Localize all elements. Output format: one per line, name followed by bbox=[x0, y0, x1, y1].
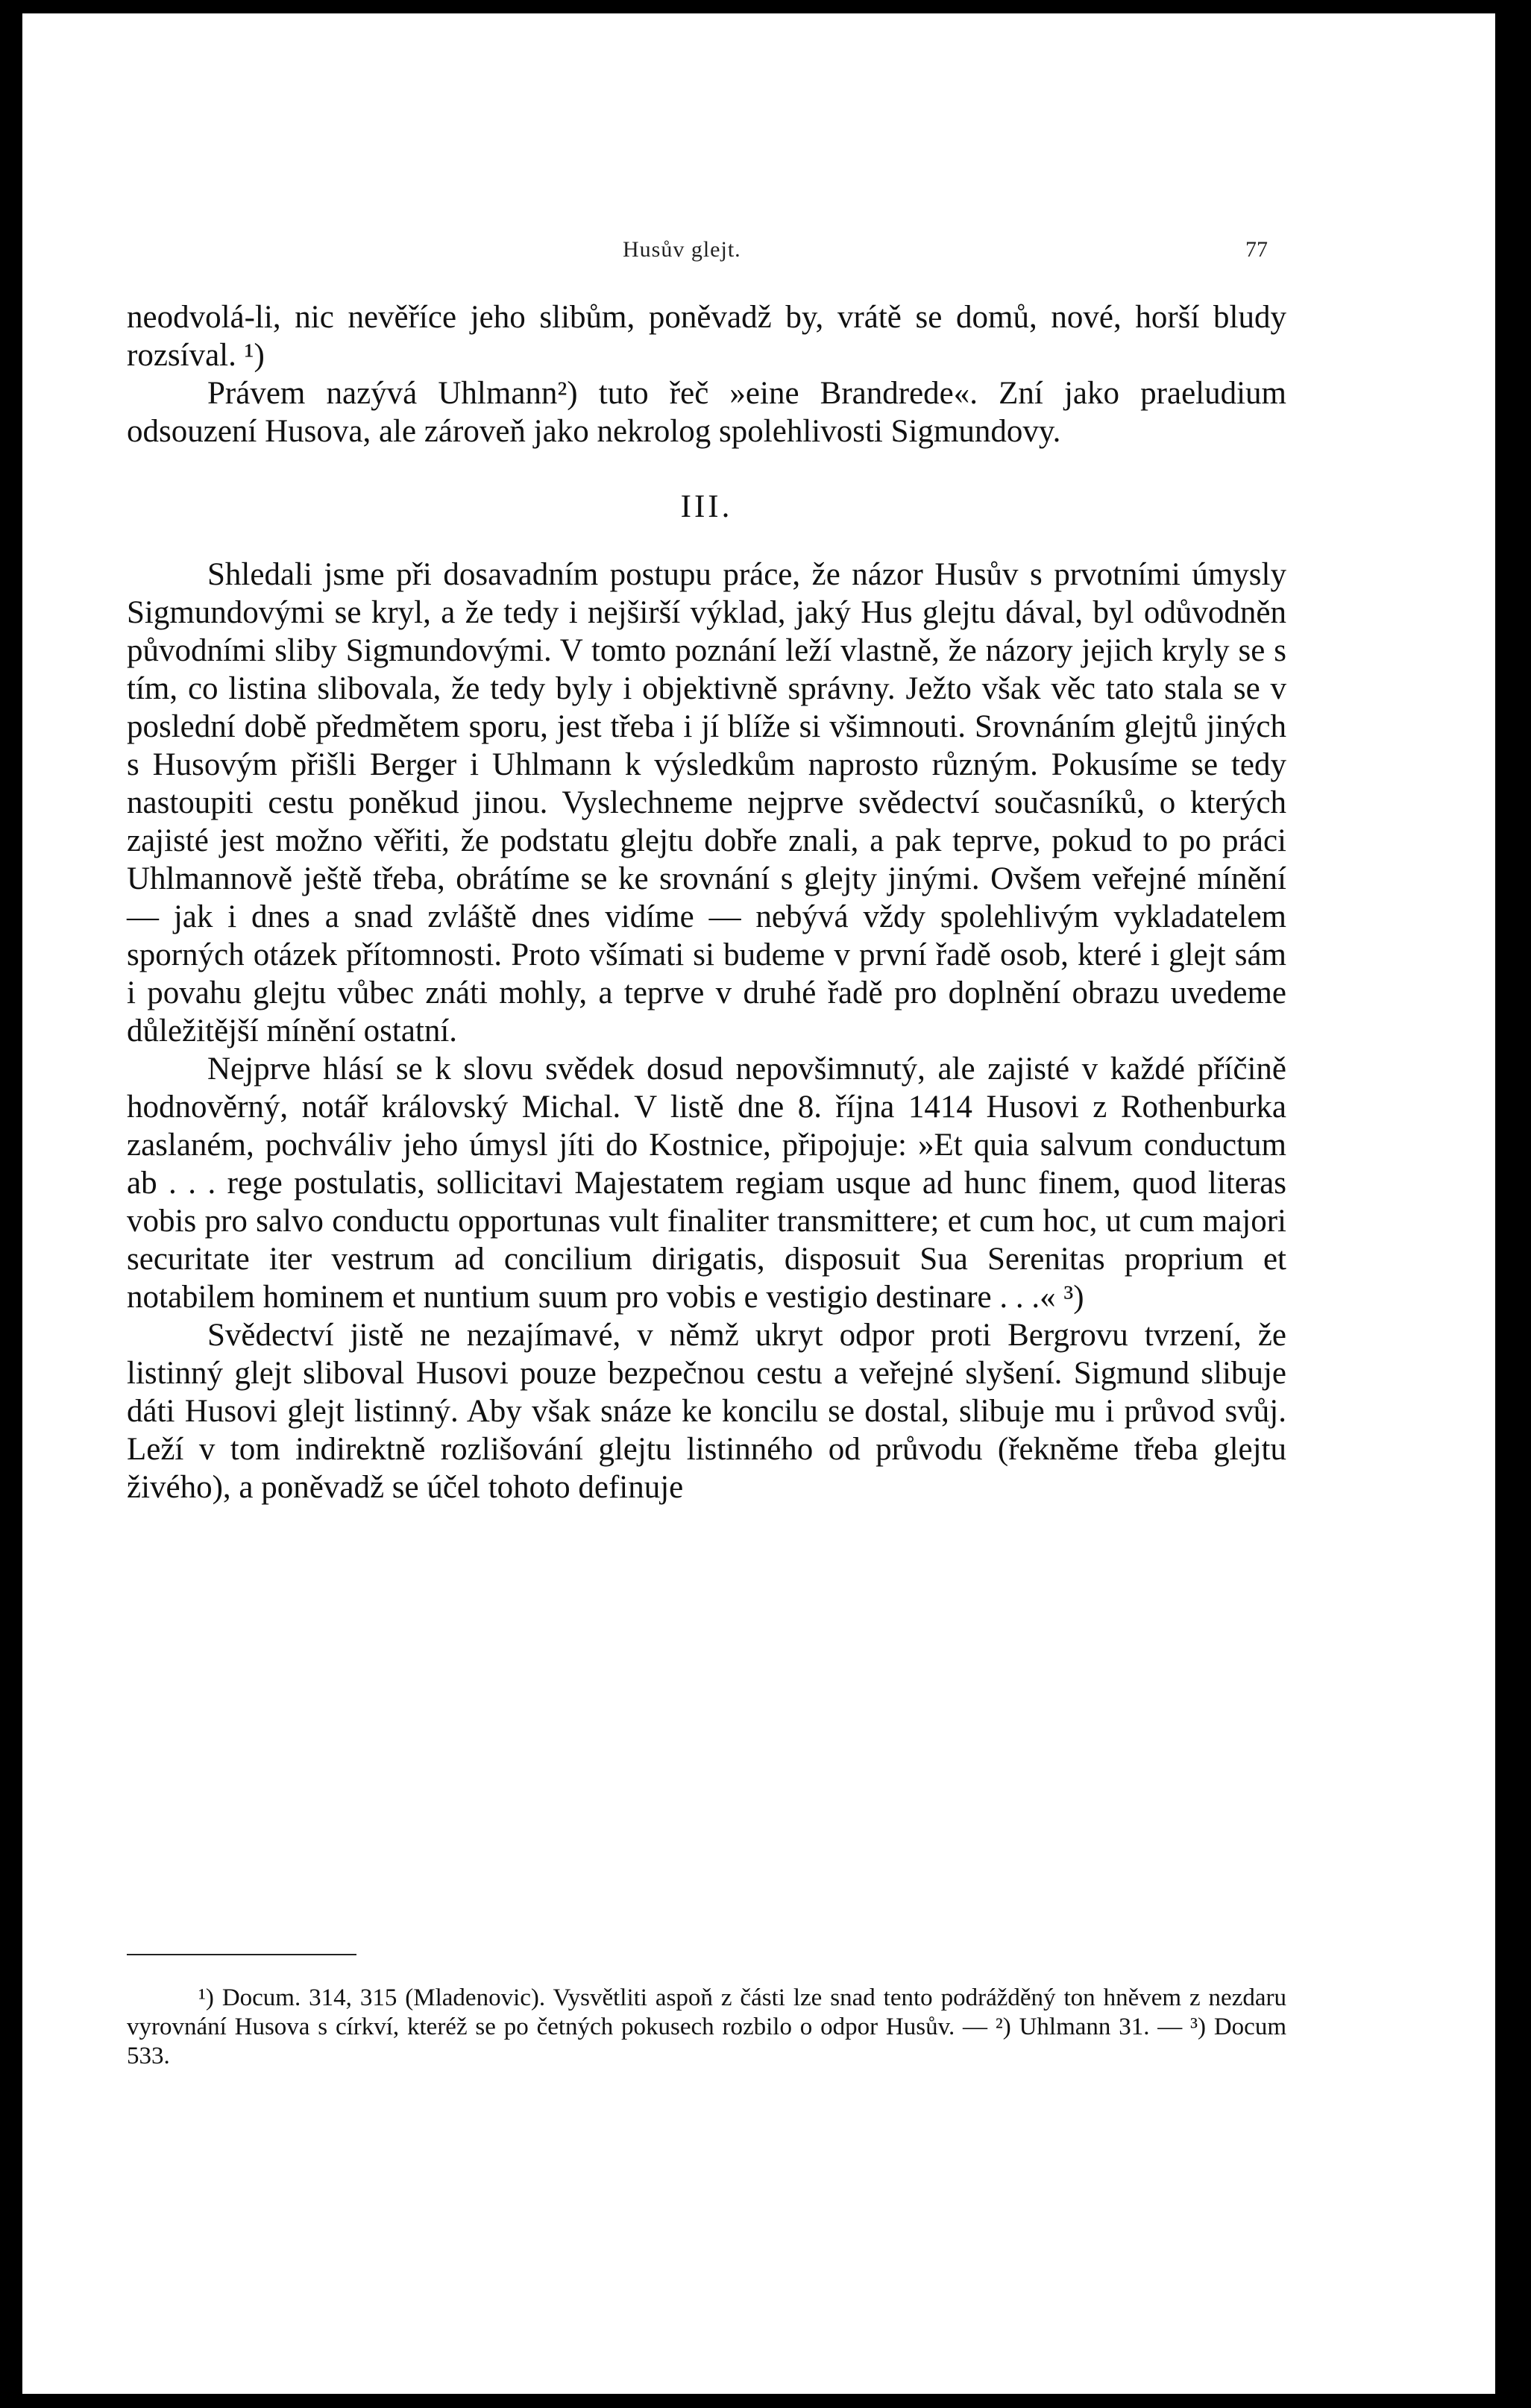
paragraph-4: Nejprve hlásí se k slovu svědek dosud nepovšimnutý, ale zajisté v každé příčině hodnověrný, notář královský Michal. V listě dne 8. října 1414 Husovi z Rothenburka zaslaném, pochváliv jeho úmysl jíti do Kostnice, připojuje: »Et quia salvum conductum ab . . . rege postulatis, sollicitavi Majestatem regiam usque ad hunc finem, quod literas vobis pro salvo conductu opportunas vult finaliter transmittere; et cum hoc, ut cum majori securitate iter vestrum ad concilium dirigatis, disposuit Sua Serenitas proprium et notabilem hominem et nuntium suum pro vobis e vestigio destinare . . .« ³) bbox=[127, 1051, 1286, 1315]
page-number: 77 bbox=[1245, 237, 1268, 262]
paragraph-2: Právem nazývá Uhlmann²) tuto řeč »eine Brandrede«. Zní jako praeludium odsouzení Husova, ale zároveň jako nekrolog spolehlivosti Sigmundovy. bbox=[127, 376, 1286, 449]
paragraph-1: neodvolá-li, nic nevěříce jeho slibům, poněvadž by, vrátě se domů, nové, horší bludy rozsíval. ¹) bbox=[127, 300, 1286, 373]
footnotes bbox=[127, 1984, 1286, 2071]
main-text bbox=[127, 298, 1286, 1506]
footnote-text: ¹) Docum. 314, 315 (Mladenovic). Vysvětliti aspoň z části lze snad tento podrážděný ton hněvem z nezdaru vyrovnání Husova s církví, kteréž se po četných pokusech rozbilo o odpor Husův. — ²) Uhlmann 31. — ³) Docum 533. bbox=[127, 1984, 1286, 2069]
paragraph-3: Shledali jsme při dosavadním postupu práce, že názor Husův s prvotními úmysly Sigmundovými se kryl, a že tedy i nejširší výklad, jaký Hus glejtu dával, byl odůvodněn původními sliby Sigmundovými. V tomto poznání leží vlastně, že názory jejich kryly se s tím, co listina slibovala, že tedy byly i objektivně správny. Ježto však věc tato stala se v poslední době předmětem sporu, jest třeba i jí blíže si všimnouti. Srovnáním glejtů jiných s Husovým přišli Berger i Uhlmann k výsledkům naprosto různým. Pokusíme se tedy nastoupiti cestu poněkud jinou. Vyslechneme nejprve svědectví současníků, o kterých zajisté jest možno věřiti, že podstatu glejtu dobře znali, a pak teprve, pokud to po práci Uhlmannově ještě třeba, obrátíme se ke srovnání s glejty jinými. Ovšem veřejné mínění — jak i dnes a snad zvláště dnes vidíme — nebývá vždy spolehlivým vykladatelem sporných otázek přítomnosti. Proto všímati si budeme v první řadě osob, které i glejt sám i povahu glejtu vůbec znáti mohly, a teprve v druhé řadě pro doplnění obrazu uvedeme důležitější mínění ostatní. bbox=[127, 557, 1286, 1049]
running-title: Husův glejt. bbox=[623, 237, 741, 262]
footnote-divider bbox=[127, 1954, 356, 1955]
paragraph-5: Svědectví jistě ne nezajímavé, v němž ukryt odpor proti Bergrovu tvrzení, že listinný glejt sliboval Husovi pouze bezpečnou cestu a veřejné slyšení. Sigmund slibuje dáti Husovi glejt listinný. Aby však snáze ke koncilu se dostal, slibuje mu i průvod svůj. Leží v tom indirektně rozlišování glejtu listinného od průvodu (řekněme třeba glejtu živého), a poněvadž se účel tohoto definuje bbox=[127, 1318, 1286, 1505]
section-heading: III. bbox=[680, 489, 733, 524]
